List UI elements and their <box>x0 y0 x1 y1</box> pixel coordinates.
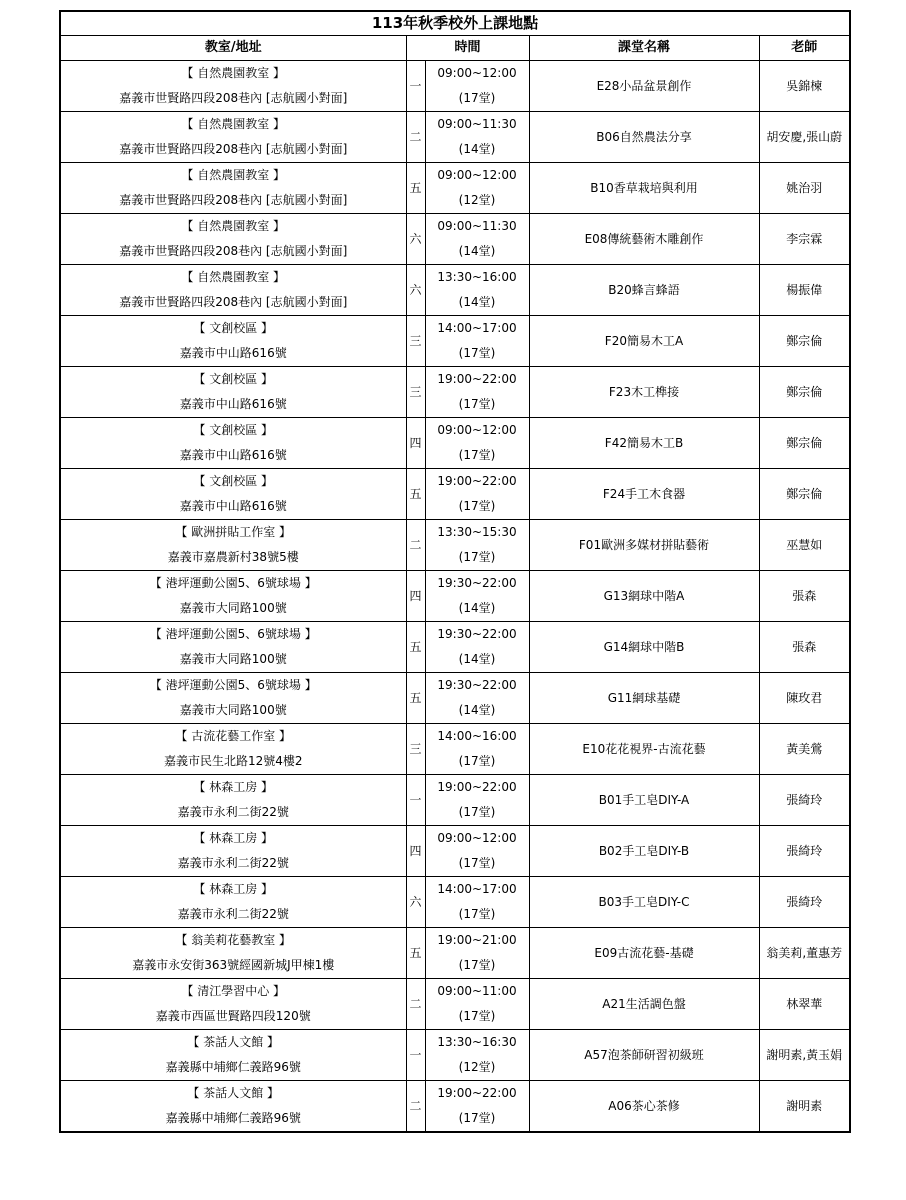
venue-address: 嘉義市世賢路四段208巷內 [志航國小對面] <box>119 142 348 156</box>
time-cell <box>425 214 529 265</box>
venue-name: 【 自然農園教室 】 <box>181 66 286 80</box>
venue-address: 嘉義市中山路616號 <box>179 346 287 360</box>
location-cell <box>60 469 406 520</box>
table-row <box>60 622 850 673</box>
time-range: 14:00~17:00 <box>437 882 517 896</box>
teacher-cell: 巫慧如 <box>759 520 850 571</box>
venue-name: 【 茶話人文館 】 <box>187 1035 280 1049</box>
time-range: 19:30~22:00 <box>437 576 517 590</box>
header-course: 課堂名稱 <box>529 36 759 61</box>
table-row <box>60 1081 850 1133</box>
table-row <box>60 826 850 877</box>
time-range: 13:30~16:00 <box>437 270 517 284</box>
location-cell <box>60 1081 406 1133</box>
time-cell <box>425 979 529 1030</box>
course-name-cell: F24手工木食器 <box>529 469 759 520</box>
venue-name: 【 林森工房 】 <box>193 780 274 794</box>
time-cell <box>425 469 529 520</box>
weekday-cell: 三 <box>406 724 425 775</box>
course-name-cell: F23木工榫接 <box>529 367 759 418</box>
location-cell <box>60 61 406 112</box>
session-count: (17堂) <box>458 499 496 513</box>
weekday-cell: 五 <box>406 928 425 979</box>
table-row <box>60 775 850 826</box>
weekday-cell: 六 <box>406 877 425 928</box>
table-row <box>60 571 850 622</box>
venue-address: 嘉義縣中埔鄉仁義路96號 <box>165 1111 301 1125</box>
time-cell <box>425 877 529 928</box>
table-row <box>60 163 850 214</box>
course-name-cell: B03手工皂DIY-C <box>529 877 759 928</box>
time-range: 09:00~11:30 <box>437 219 517 233</box>
venue-name: 【 文創校區 】 <box>193 423 274 437</box>
location-cell <box>60 928 406 979</box>
time-cell <box>425 571 529 622</box>
weekday-cell: 六 <box>406 214 425 265</box>
course-name-cell: F01歐洲多媒材拼貼藝術 <box>529 520 759 571</box>
location-cell <box>60 316 406 367</box>
course-name-cell: E28小品盆景創作 <box>529 61 759 112</box>
time-cell <box>425 418 529 469</box>
venue-name: 【 自然農園教室 】 <box>181 270 286 284</box>
weekday-cell: 五 <box>406 469 425 520</box>
session-count: (17堂) <box>458 397 496 411</box>
table-row <box>60 316 850 367</box>
time-cell <box>425 61 529 112</box>
weekday-cell: 四 <box>406 571 425 622</box>
venue-name: 【 清江學習中心 】 <box>181 984 286 998</box>
venue-name: 【 古流花藝工作室 】 <box>175 729 292 743</box>
weekday-cell: 二 <box>406 520 425 571</box>
teacher-cell: 謝明素,黃玉娟 <box>759 1030 850 1081</box>
time-range: 09:00~12:00 <box>437 168 517 182</box>
table-row <box>60 367 850 418</box>
course-location-table <box>59 10 851 1133</box>
time-range: 09:00~11:00 <box>437 984 517 998</box>
location-cell <box>60 979 406 1030</box>
time-cell <box>425 367 529 418</box>
venue-name: 【 港坪運動公園5、6號球場 】 <box>149 627 317 641</box>
weekday-cell: 三 <box>406 316 425 367</box>
time-range: 09:00~12:00 <box>437 423 517 437</box>
header-time: 時間 <box>406 36 529 61</box>
venue-name: 【 文創校區 】 <box>193 474 274 488</box>
weekday-cell: 五 <box>406 163 425 214</box>
location-cell <box>60 367 406 418</box>
location-cell <box>60 622 406 673</box>
teacher-cell: 張綺玲 <box>759 826 850 877</box>
time-cell <box>425 775 529 826</box>
session-count: (17堂) <box>458 856 496 870</box>
session-count: (17堂) <box>458 1009 496 1023</box>
location-cell <box>60 877 406 928</box>
time-cell <box>425 1030 529 1081</box>
time-cell <box>425 316 529 367</box>
teacher-cell: 林翠華 <box>759 979 850 1030</box>
location-cell <box>60 265 406 316</box>
weekday-cell: 四 <box>406 418 425 469</box>
teacher-cell: 張森 <box>759 571 850 622</box>
teacher-cell: 謝明素 <box>759 1081 850 1133</box>
teacher-cell: 吳錦楝 <box>759 61 850 112</box>
location-cell <box>60 571 406 622</box>
venue-name: 【 自然農園教室 】 <box>181 219 286 233</box>
venue-address: 嘉義市永利二街22號 <box>177 856 289 870</box>
teacher-cell: 楊振偉 <box>759 265 850 316</box>
venue-name: 【 林森工房 】 <box>193 882 274 896</box>
venue-name: 【 港坪運動公園5、6號球場 】 <box>149 576 317 590</box>
time-cell <box>425 112 529 163</box>
session-count: (14堂) <box>458 703 496 717</box>
venue-address: 嘉義市中山路616號 <box>179 397 287 411</box>
table-row <box>60 469 850 520</box>
venue-address: 嘉義市永利二街22號 <box>177 907 289 921</box>
course-name-cell: B10香草栽培與利用 <box>529 163 759 214</box>
session-count: (12堂) <box>458 1060 496 1074</box>
course-name-cell: E08傳統藝術木雕創作 <box>529 214 759 265</box>
session-count: (17堂) <box>458 1111 496 1125</box>
time-range: 19:30~22:00 <box>437 678 517 692</box>
time-cell <box>425 163 529 214</box>
table-title: 113年秋季校外上課地點 <box>60 11 850 36</box>
time-cell <box>425 520 529 571</box>
time-range: 09:00~11:30 <box>437 117 517 131</box>
course-name-cell: B20蜂言蜂語 <box>529 265 759 316</box>
weekday-cell: 二 <box>406 1081 425 1133</box>
venue-address: 嘉義市世賢路四段208巷內 [志航國小對面] <box>119 295 348 309</box>
venue-name: 【 自然農園教室 】 <box>181 168 286 182</box>
time-range: 19:00~22:00 <box>437 474 517 488</box>
venue-address: 嘉義市大同路100號 <box>179 601 287 615</box>
location-cell <box>60 724 406 775</box>
teacher-cell: 陳玫君 <box>759 673 850 724</box>
session-count: (14堂) <box>458 652 496 666</box>
course-name-cell: B01手工皂DIY-A <box>529 775 759 826</box>
course-name-cell: F42簡易木工B <box>529 418 759 469</box>
location-cell <box>60 826 406 877</box>
table-row <box>60 877 850 928</box>
venue-name: 【 林森工房 】 <box>193 831 274 845</box>
table-row <box>60 418 850 469</box>
table-body <box>60 61 850 1133</box>
venue-address: 嘉義市中山路616號 <box>179 448 287 462</box>
venue-name: 【 茶話人文館 】 <box>187 1086 280 1100</box>
course-name-cell: G14網球中階B <box>529 622 759 673</box>
venue-name: 【 歐洲拼貼工作室 】 <box>175 525 292 539</box>
weekday-cell: 四 <box>406 826 425 877</box>
course-name-cell: E10花花視界-古流花藝 <box>529 724 759 775</box>
venue-address: 嘉義市永安街363號經國新城J甲棟1樓 <box>132 958 335 972</box>
teacher-cell: 鄭宗倫 <box>759 367 850 418</box>
venue-address: 嘉義市大同路100號 <box>179 652 287 666</box>
time-cell <box>425 826 529 877</box>
session-count: (12堂) <box>458 193 496 207</box>
table-row <box>60 1030 850 1081</box>
time-range: 19:00~21:00 <box>437 933 517 947</box>
weekday-cell: 一 <box>406 775 425 826</box>
time-cell <box>425 622 529 673</box>
session-count: (17堂) <box>458 805 496 819</box>
venue-address: 嘉義市世賢路四段208巷內 [志航國小對面] <box>119 193 348 207</box>
course-name-cell: G13網球中階A <box>529 571 759 622</box>
location-cell <box>60 775 406 826</box>
table-row <box>60 928 850 979</box>
venue-address: 嘉義市大同路100號 <box>179 703 287 717</box>
teacher-cell: 姚治羽 <box>759 163 850 214</box>
time-range: 19:30~22:00 <box>437 627 517 641</box>
session-count: (14堂) <box>458 295 496 309</box>
venue-name: 【 自然農園教室 】 <box>181 117 286 131</box>
teacher-cell: 張森 <box>759 622 850 673</box>
course-name-cell: A06茶心茶修 <box>529 1081 759 1133</box>
session-count: (17堂) <box>458 907 496 921</box>
teacher-cell: 李宗霖 <box>759 214 850 265</box>
time-range: 19:00~22:00 <box>437 1086 517 1100</box>
table-row <box>60 520 850 571</box>
venue-address: 嘉義市民生北路12號4樓2 <box>163 754 303 768</box>
session-count: (17堂) <box>458 754 496 768</box>
course-name-cell: E09古流花藝-基礎 <box>529 928 759 979</box>
table-row <box>60 979 850 1030</box>
location-cell <box>60 163 406 214</box>
header-teacher: 老師 <box>759 36 850 61</box>
venue-address: 嘉義市中山路616號 <box>179 499 287 513</box>
venue-name: 【 文創校區 】 <box>193 321 274 335</box>
table-row <box>60 112 850 163</box>
weekday-cell: 二 <box>406 979 425 1030</box>
session-count: (17堂) <box>458 346 496 360</box>
time-range: 09:00~12:00 <box>437 831 517 845</box>
teacher-cell: 鄭宗倫 <box>759 316 850 367</box>
time-range: 13:30~16:30 <box>437 1035 517 1049</box>
venue-address: 嘉義市嘉農新村38號5樓 <box>167 550 299 564</box>
venue-address: 嘉義縣中埔鄉仁義路96號 <box>165 1060 301 1074</box>
course-name-cell: G11網球基礎 <box>529 673 759 724</box>
venue-address: 嘉義市西區世賢路四段120號 <box>155 1009 311 1023</box>
venue-address: 嘉義市世賢路四段208巷內 [志航國小對面] <box>119 244 348 258</box>
venue-name: 【 文創校區 】 <box>193 372 274 386</box>
weekday-cell: 一 <box>406 61 425 112</box>
weekday-cell: 五 <box>406 673 425 724</box>
time-cell <box>425 928 529 979</box>
header-location: 教室/地址 <box>60 36 406 61</box>
time-range: 13:30~15:30 <box>437 525 517 539</box>
venue-address: 嘉義市永利二街22號 <box>177 805 289 819</box>
time-range: 19:00~22:00 <box>437 780 517 794</box>
time-cell <box>425 724 529 775</box>
teacher-cell: 胡安慶,張山蔚 <box>759 112 850 163</box>
location-cell <box>60 112 406 163</box>
time-cell <box>425 1081 529 1133</box>
table-row <box>60 265 850 316</box>
teacher-cell: 張綺玲 <box>759 775 850 826</box>
time-cell <box>425 673 529 724</box>
table-row <box>60 214 850 265</box>
session-count: (17堂) <box>458 91 496 105</box>
teacher-cell: 鄭宗倫 <box>759 418 850 469</box>
course-name-cell: B02手工皂DIY-B <box>529 826 759 877</box>
location-cell <box>60 418 406 469</box>
weekday-cell: 三 <box>406 367 425 418</box>
location-cell <box>60 520 406 571</box>
venue-address: 嘉義市世賢路四段208巷內 [志航國小對面] <box>119 91 348 105</box>
table-row <box>60 61 850 112</box>
time-range: 14:00~16:00 <box>437 729 517 743</box>
location-cell <box>60 214 406 265</box>
location-cell <box>60 673 406 724</box>
session-count: (14堂) <box>458 244 496 258</box>
teacher-cell: 鄭宗倫 <box>759 469 850 520</box>
weekday-cell: 二 <box>406 112 425 163</box>
session-count: (14堂) <box>458 601 496 615</box>
weekday-cell: 一 <box>406 1030 425 1081</box>
session-count: (17堂) <box>458 448 496 462</box>
course-name-cell: F20簡易木工A <box>529 316 759 367</box>
session-count: (17堂) <box>458 550 496 564</box>
session-count: (14堂) <box>458 142 496 156</box>
time-range: 19:00~22:00 <box>437 372 517 386</box>
weekday-cell: 六 <box>406 265 425 316</box>
table-row <box>60 724 850 775</box>
time-range: 09:00~12:00 <box>437 66 517 80</box>
course-name-cell: A21生活調色盤 <box>529 979 759 1030</box>
course-name-cell: A57泡茶師研習初級班 <box>529 1030 759 1081</box>
time-range: 14:00~17:00 <box>437 321 517 335</box>
table-row <box>60 673 850 724</box>
teacher-cell: 黃美鶯 <box>759 724 850 775</box>
venue-name: 【 港坪運動公園5、6號球場 】 <box>149 678 317 692</box>
time-cell <box>425 265 529 316</box>
venue-name: 【 翁美莉花藝教室 】 <box>175 933 292 947</box>
teacher-cell: 張綺玲 <box>759 877 850 928</box>
weekday-cell: 五 <box>406 622 425 673</box>
course-name-cell: B06自然農法分享 <box>529 112 759 163</box>
teacher-cell: 翁美莉,董惠芳 <box>759 928 850 979</box>
location-cell <box>60 1030 406 1081</box>
session-count: (17堂) <box>458 958 496 972</box>
